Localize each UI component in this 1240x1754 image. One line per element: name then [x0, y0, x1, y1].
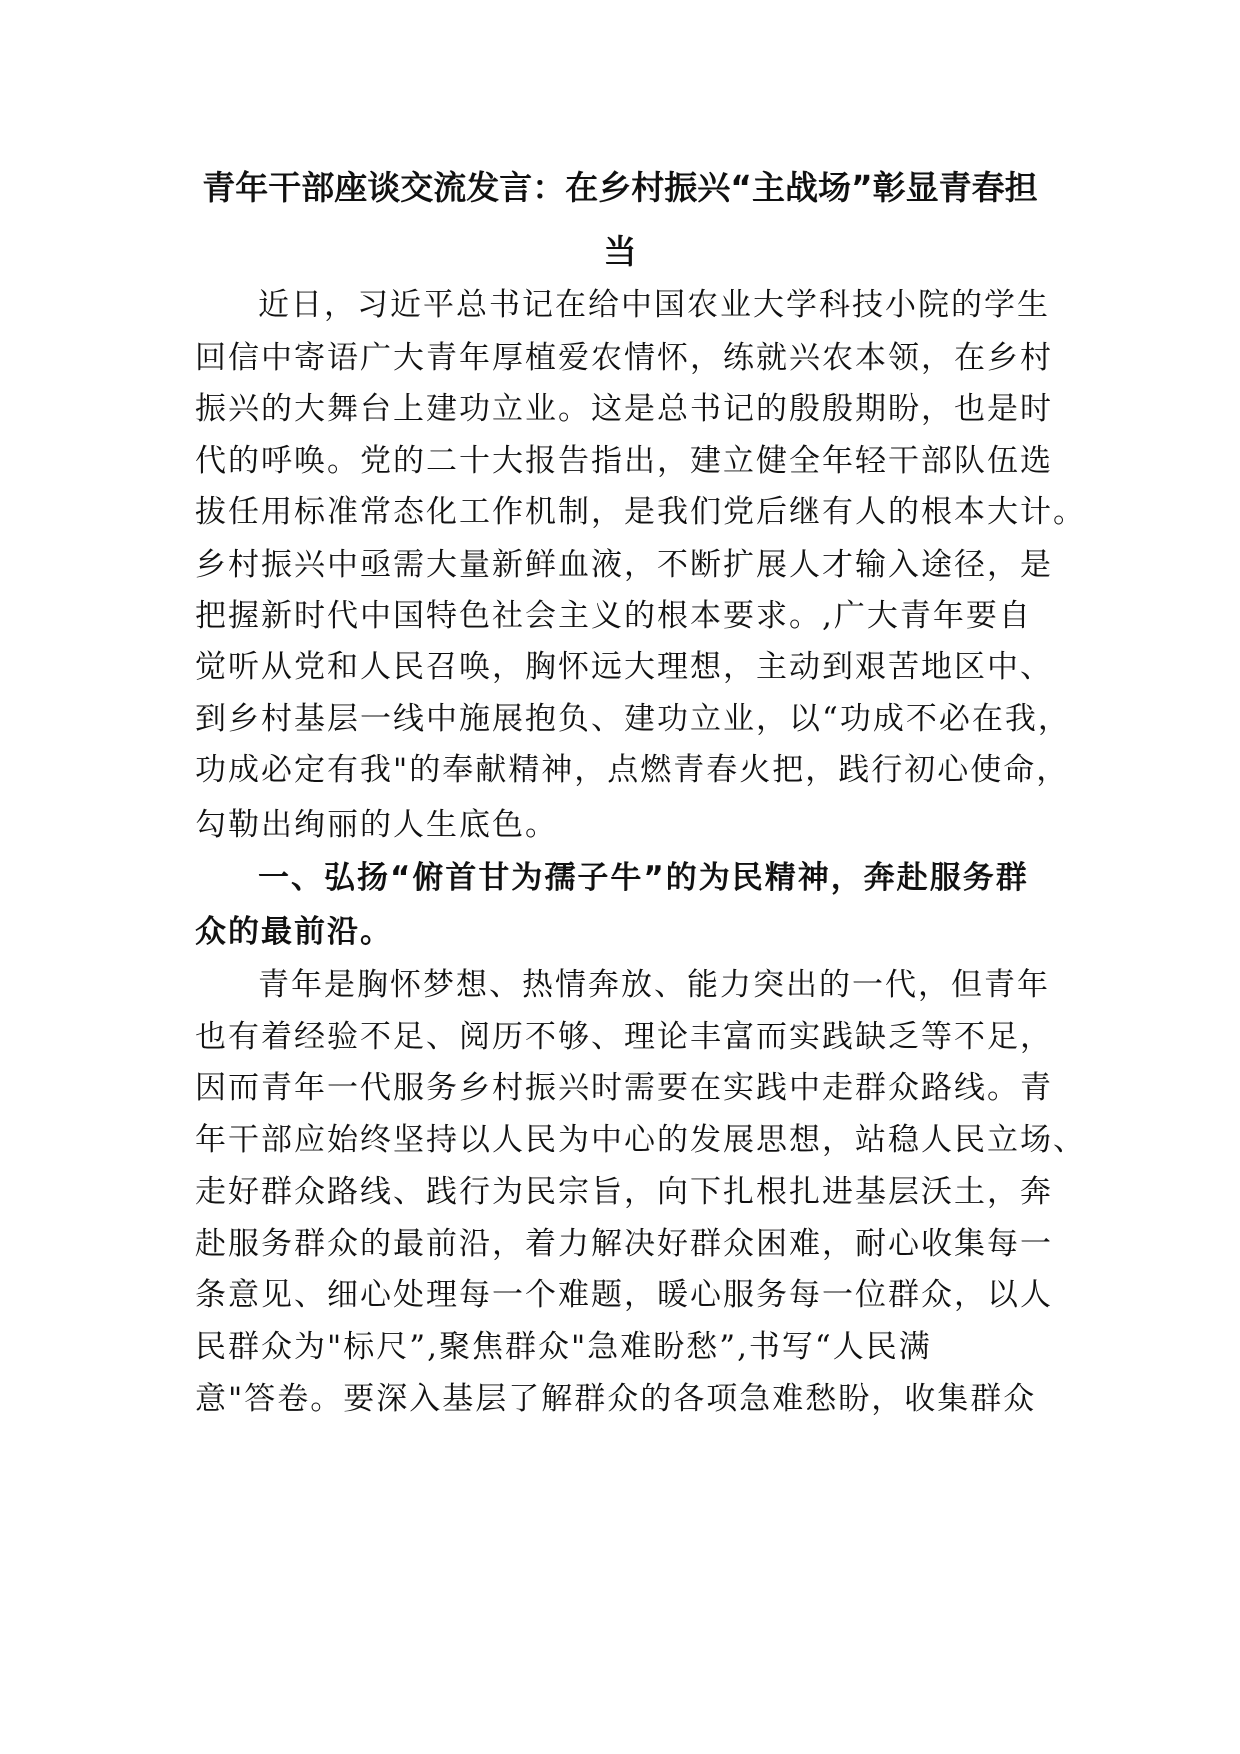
paragraph-1-line-3: 振兴的大舞台上建功立业。这是总书记的殷殷期盼，也是时 [195, 391, 1053, 427]
paragraph-1-line-9: 到乡村基层一线中施展抱负、建功立业，以“功成不必在我， [195, 701, 1071, 737]
document-title-line-2: 当 [603, 232, 637, 271]
paragraph-1-line-6: 乡村振兴中亟需大量新鲜血液，不断扩展人才输入途径，是 [195, 547, 1053, 583]
paragraph-1-line-5: 拔任用标准常态化工作机制，是我们党后继有人的根本大计。 [195, 494, 1086, 530]
paragraph-2-line-5: 走好群众路线、践行为民宗旨，向下扎根扎进基层沃土，奔 [195, 1174, 1053, 1210]
paragraph-2-line-6: 赴服务群众的最前沿，着力解决好群众困难，耐心收集每一 [195, 1226, 1053, 1262]
paragraph-2-line-2: 也有着经验不足、阅历不够、理论丰富而实践缺乏等不足， [195, 1019, 1053, 1055]
paragraph-1-line-7: 把握新时代中国特色社会主义的根本要求。,广大青年要自 [195, 598, 1032, 634]
document-title-line-1: 青年干部座谈交流发言：在乡村振兴“主战场”彰显青春担 [202, 168, 1038, 207]
paragraph-2-line-4: 年干部应始终坚持以人民为中心的发展思想，站稳人民立场、 [195, 1122, 1086, 1158]
paragraph-2-line-8: 民群众为"标尺”,聚焦群众"急难盼愁”,书写“人民满 [195, 1329, 932, 1365]
paragraph-1-line-8: 觉听从党和人民召唤，胸怀远大理想，主动到艰苦地区中、 [195, 649, 1053, 685]
paragraph-1-line-10: 功成必定有我"的奉献精神，点燃青春火把，践行初心使命， [195, 752, 1070, 788]
paragraph-2-line-9: 意"答卷。要深入基层了解群众的各项急难愁盼，收集群众 [195, 1381, 1037, 1417]
paragraph-2-line-7: 条意见、细心处理每一个难题，暖心服务每一位群众，以人 [195, 1277, 1053, 1313]
section-heading-1-line-2: 众的最前沿。 [195, 914, 393, 950]
paragraph-1-line-1: 近日，习近平总书记在给中国农业大学科技小院的学生 [258, 287, 1050, 323]
paragraph-1-line-2: 回信中寄语广大青年厚植爱农情怀，练就兴农本领，在乡村 [195, 340, 1053, 376]
section-heading-1-line-1: 一、弘扬“俯首甘为孺子牛”的为民精神，奔赴服务群 [258, 860, 1029, 896]
paragraph-1-line-11: 勾勒出绚丽的人生底色。 [195, 807, 558, 843]
paragraph-2-line-1: 青年是胸怀梦想、热情奔放、能力突出的一代，但青年 [258, 967, 1050, 1003]
paragraph-1-line-4: 代的呼唤。党的二十大报告指出，建立健全年轻干部队伍选 [195, 443, 1053, 479]
paragraph-2-line-3: 因而青年一代服务乡村振兴时需要在实践中走群众路线。青 [195, 1070, 1053, 1106]
